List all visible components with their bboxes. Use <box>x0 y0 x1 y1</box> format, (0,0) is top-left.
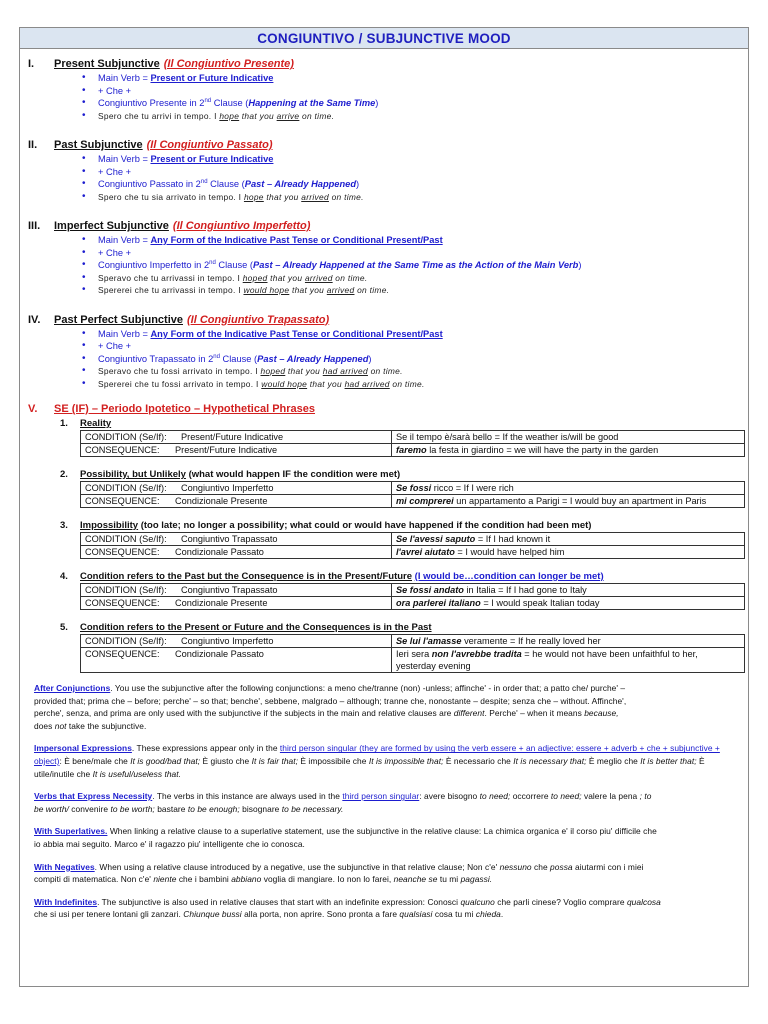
example-sentence: • Speravo che tu fossi arrivato in tempo. I hoped that you had arrived on time. <box>28 365 742 378</box>
clause-bullet: • Congiuntivo Presente in 2nd Clause (Happening at the Same Time) <box>28 97 742 110</box>
section-name: SE (IF) – Periodo Ipotetico – Hypothetical Phrases <box>54 403 316 415</box>
table-row <box>81 431 745 444</box>
main-verb-bullet: • Main Verb = Present or Future Indicative <box>28 72 742 85</box>
main-verb-bullet: • Main Verb = Any Form of the Indicative Past Tense or Conditional Present/Past <box>28 234 742 247</box>
section-italian-name: (Il Congiuntivo Passato) <box>146 139 273 151</box>
clause-bullet: • Congiuntivo Imperfetto in 2nd Clause (Past – Already Happened at the Same Time as the Action of the Main Verb) <box>28 259 742 272</box>
example-cell: l'avrei aiutato = I would have helped him <box>392 546 745 559</box>
document-page <box>19 27 749 987</box>
tense-section <box>28 313 742 391</box>
example-cell: Ieri sera non l'avrebbe tradita = he would not have been unfaithful to her, yesterday evening <box>392 648 745 673</box>
condition-table <box>80 481 745 508</box>
table-row <box>81 533 745 546</box>
clause-cell: CONSEQUENCE: Condizionale Passato <box>81 546 392 559</box>
hypothetical-item <box>28 418 742 457</box>
tense-section <box>28 57 742 122</box>
clause-cell: CONDITION (Se/If): Congiuntivo Trapassato <box>81 533 392 546</box>
hypothetical-item <box>28 520 742 559</box>
example-cell: Se lui l'amasse veramente = If he really loved her <box>392 635 745 648</box>
example-cell: Se fossi andato in Italia = If I had gone to Italy <box>392 584 745 597</box>
clause-cell: CONSEQUENCE: Condizionale Presente <box>81 495 392 508</box>
hypothetical-heading: 4. Condition refers to the Past but the Consequence is in the Present/Future (I would be…condition can longer be met) <box>60 571 604 582</box>
section-name: Present Subjunctive <box>54 58 160 70</box>
section-italian-name: (Il Congiuntivo Imperfetto) <box>172 220 311 232</box>
paragraph-lead: After Conjunctions <box>34 683 111 693</box>
section-heading <box>28 138 742 152</box>
section-italian-name: (Il Congiuntivo Trapassato) <box>187 313 330 326</box>
clause-cell: CONDITION (Se/If): Congiuntivo Trapassato <box>81 584 392 597</box>
section-name: Past Subjunctive <box>54 139 143 151</box>
main-verb-bullet: • Main Verb = Present or Future Indicative <box>28 153 742 166</box>
table-row <box>81 648 745 673</box>
clause-cell: CONDITION (Se/If): Congiuntivo Imperfetto <box>81 635 392 648</box>
section-name: Past Perfect Subjunctive <box>54 313 183 326</box>
section-italian-name: (Il Congiuntivo Presente) <box>163 58 294 70</box>
section-number: V. <box>28 403 38 415</box>
paragraph-lead: Impersonal Expressions <box>34 743 132 754</box>
hypothetical-heading: 2. Possibility, but Unlikely (what would happen IF the condition were met) <box>60 469 401 480</box>
example-sentence: • Speravo che tu arrivassi in tempo. I hoped that you arrived on time. <box>28 272 742 285</box>
section-bullets <box>28 153 742 203</box>
che-bullet: • + Che + <box>28 85 742 98</box>
section-heading <box>28 313 742 327</box>
section-heading <box>28 57 742 71</box>
section-bullets <box>28 234 742 297</box>
example-sentence: • Spererei che tu arrivassi in tempo. I would hope that you arrived on time. <box>28 284 742 297</box>
section-heading <box>28 219 742 233</box>
example-sentence: • Spero che tu sia arrivato in tempo. I hope that you arrived on time. <box>28 191 742 204</box>
section-number: I. <box>28 58 35 70</box>
table-row <box>81 584 745 597</box>
example-sentence: • Spererei che tu fossi arrivato in tempo. I would hope that you had arrived on time. <box>28 378 742 391</box>
paragraph-lead: With Indefinites <box>34 896 98 907</box>
clause-cell: CONSEQUENCE: Present/Future Indicative <box>81 444 392 457</box>
clause-cell: CONDITION (Se/If): Congiuntivo Imperfetto <box>81 482 392 495</box>
paragraph-lead: With Negatives <box>34 861 95 872</box>
table-row <box>81 597 745 610</box>
table-row <box>81 635 745 648</box>
table-row <box>81 546 745 559</box>
main-verb-bullet: • Main Verb = Any Form of the Indicative Past Tense or Conditional Present/Past <box>28 328 742 341</box>
example-cell: Se il tempo è/sarà bello = If the weather is/will be good <box>392 431 745 444</box>
hypothetical-item <box>28 622 742 673</box>
section-5-heading <box>28 402 742 416</box>
clause-bullet: • Congiuntivo Passato in 2nd Clause (Past – Already Happened) <box>28 178 742 191</box>
che-bullet: • + Che + <box>28 340 742 353</box>
hypothetical-heading: 1. Reality <box>60 418 112 429</box>
example-sentence: • Spero che tu arrivi in tempo. I hope that you arrive on time. <box>28 110 742 123</box>
paragraph-lead: With Superlatives. <box>34 826 108 837</box>
paragraph-conjunctions: After Conjunctions. You use the subjunctive after the following conjunctions: a meno che/tranne (non) -unless; affinche' - in order that; a patto che/ purche' – provided that; prima che – before; perche' – so that; benche', sebbene, malgrado – although; tranne che, nonostante – despite; senza che – without. Affinche', perche', senza, and prima are only used with the subjunctive if the subjects in the main and relative clauses are different. Perche' – when it means because, does not take the subjunctive. <box>34 683 627 731</box>
paragraph-negatives: With Negatives. When using a relative clause introduced by a negative, use the subjunctive in that relative clause; Non c'e' nessuno che possa aiutarmi con i miei compiti di matematica. Non c'e' niente che i bambini abbiano voglia di mangiare. Io non lo farei, neanche se tu mi pagassi. <box>34 861 644 885</box>
paragraph-indefinites: With Indefinites. The subjunctive is also used in relative clauses that start with an indefinite expression: Conosci qualcuno che parli cinese? Voglio comprare qualcosa che si usi per tenere lontani gli zanzari. Chiunque bussi alla porta, non aprire. Sono pronta a fare qualsiasi cosa tu mi chieda. <box>34 896 661 920</box>
clause-cell: CONDITION (Se/If): Present/Future Indicative <box>81 431 392 444</box>
page-title: CONGIUNTIVO / SUBJUNCTIVE MOOD <box>20 28 748 49</box>
paragraph-necessity: Verbs that Express Necessity. The verbs in this instance are always used in the third person singular: avere bisogno to need; occorrere to need; valere la pena ; to be worth/ convenire to be worth; bastare to be enough; bisognare to be necessary. <box>34 791 652 814</box>
condition-table <box>80 532 745 559</box>
clause-cell: CONSEQUENCE: Condizionale Passato <box>81 648 392 673</box>
example-cell: mi comprerei un appartamento a Parigi = I would buy an apartment in Paris <box>392 495 745 508</box>
table-row <box>81 444 745 457</box>
section-name: Imperfect Subjunctive <box>54 220 169 232</box>
tense-sections <box>28 57 742 390</box>
table-row <box>81 482 745 495</box>
section-number: II. <box>28 139 38 151</box>
document-content <box>20 57 748 921</box>
section-bullets <box>28 72 742 122</box>
clause-bullet: • Congiuntivo Trapassato in 2nd Clause (Past – Already Happened) <box>28 353 742 366</box>
example-cell: faremo la festa in giardino = we will have the party in the garden <box>392 444 745 457</box>
hypothetical-item <box>28 469 742 508</box>
condition-table <box>80 634 745 673</box>
hypothetical-heading: 3. Impossibility (too late; no longer a possibility; what could or would have happened if the condition had been met) <box>60 520 592 531</box>
tense-section <box>28 219 742 297</box>
hypothetical-heading: 5. Condition refers to the Present or Future and the Consequences is in the Past <box>60 622 432 633</box>
table-row <box>81 495 745 508</box>
clause-cell: CONSEQUENCE: Condizionale Presente <box>81 597 392 610</box>
example-cell: Se fossi ricco = If I were rich <box>392 482 745 495</box>
condition-table <box>80 583 745 610</box>
hypothetical-items <box>28 418 742 673</box>
condition-table <box>80 430 745 457</box>
che-bullet: • + Che + <box>28 166 742 179</box>
section-bullets <box>28 328 742 391</box>
example-cell: ora parlerei italiano = I would speak Italian today <box>392 597 745 610</box>
example-cell: Se l'avessi saputo = If I had known it <box>392 533 745 546</box>
paragraph-impersonal: Impersonal Expressions. These expressions appear only in the third person singular (they are formed by using the verb essere + an adjective: essere + adverb + che + subjunctive + object): È bene/male che It is good/bad that; È giusto che It is fair that; È impossibile che It is impossible that; È necessario che It is necessary that; È meglio che It is better that; È utile/inutile che It is useful/useless that. <box>34 743 720 779</box>
tense-section <box>28 138 742 203</box>
hypothetical-item <box>28 571 742 610</box>
section-number: III. <box>28 220 41 232</box>
che-bullet: • + Che + <box>28 247 742 260</box>
paragraph-superlatives: With Superlatives. When linking a relative clause to a superlative statement, use the subjunctive in the relative clause: La chimica organica e' il corso piu' difficile che io abbia mai seguito. Marco e' il ragazzo piu' intelligente che io conosca. <box>34 826 657 849</box>
paragraph-lead: Verbs that Express Necessity <box>34 791 153 802</box>
section-number: IV. <box>28 313 41 326</box>
